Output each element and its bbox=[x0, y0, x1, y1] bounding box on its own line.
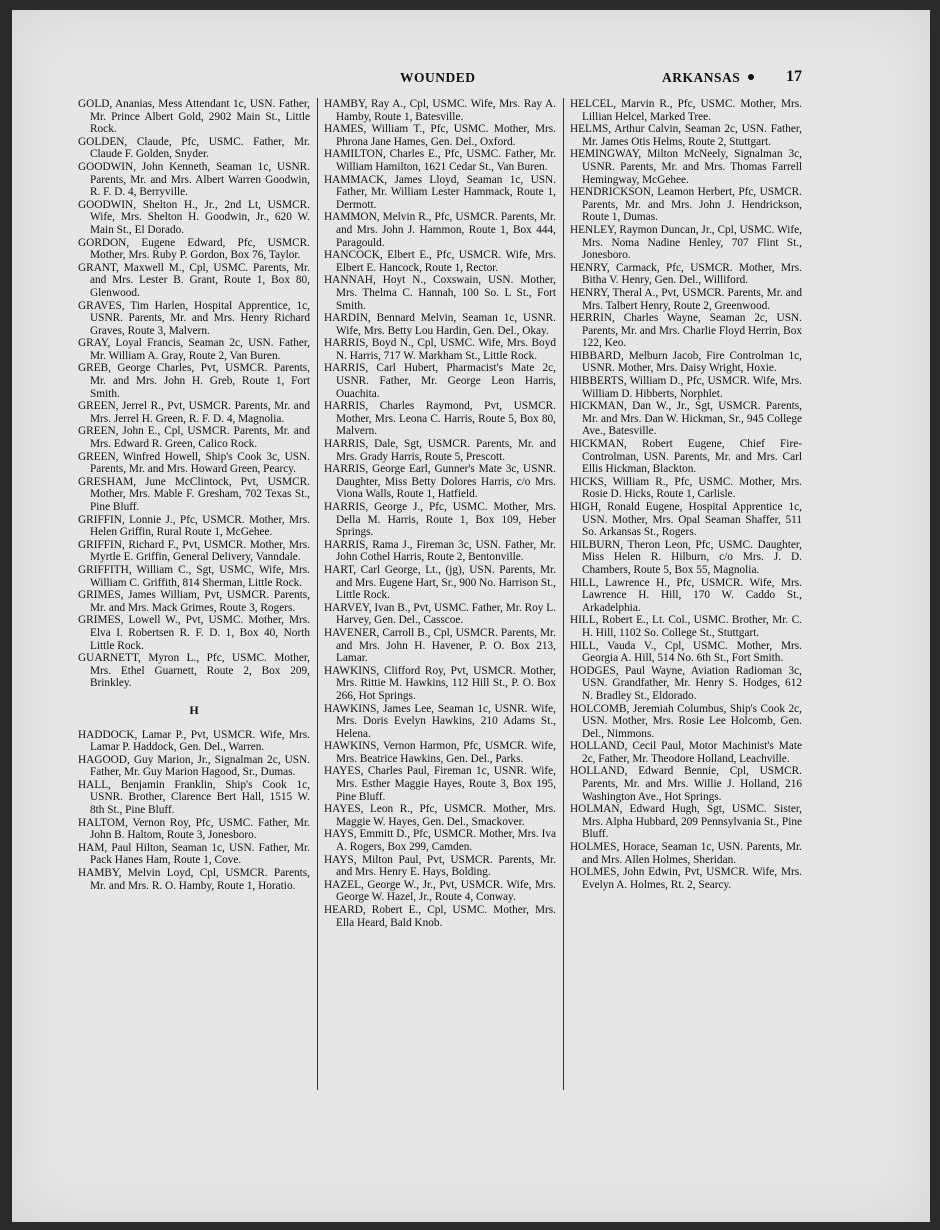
column-2-entries bbox=[324, 98, 556, 929]
casualty-entry: GRAVES, Tim Harlen, Hospital Apprentice, 1c, USNR. Parents, Mr. and Mrs. Henry Richard Graves, Route 3, Malvern. bbox=[78, 299, 310, 337]
casualty-entry: GRIFFIN, Lonnie J., Pfc, USMCR. Mother, Mrs. Helen Griffin, Rural Route 1, McGehee. bbox=[78, 513, 310, 539]
casualty-entry: HANCOCK, Elbert E., Pfc, USMCR. Wife, Mrs. Elbert E. Hancock, Route 1, Rector. bbox=[324, 249, 556, 274]
casualty-entry: HELCEL, Marvin R., Pfc, USMC. Mother, Mrs. Lillian Helcel, Marked Tree. bbox=[570, 98, 802, 123]
casualty-entry: HARRIS, Charles Raymond, Pvt, USMCR. Mother, Mrs. Leona C. Harris, Route 5, Box 80, Malvern. bbox=[324, 400, 556, 438]
casualty-entry: HIGH, Ronald Eugene, Hospital Apprentice 1c, USN. Mother, Mrs. Opal Seaman Shaffer, 511 So. Arkansas St., Rogers. bbox=[570, 501, 802, 539]
column-divider-1 bbox=[317, 98, 318, 1090]
section-letter-heading: H bbox=[189, 702, 199, 717]
section-title: WOUNDED bbox=[400, 70, 476, 85]
casualty-entry: HAZEL, George W., Jr., Pvt, USMCR. Wife, Mrs. George W. Hazel, Jr., Route 4, Conway. bbox=[324, 878, 556, 904]
casualty-entry: HAYS, Emmitt D., Pfc, USMCR. Mother, Mrs. Iva A. Rogers, Box 299, Camden. bbox=[324, 828, 556, 854]
casualty-entry: HART, Carl George, Lt., (jg), USN. Parents, Mr. and Mrs. Eugene Hart, Sr., 900 No. Harrison St., Little Rock. bbox=[324, 563, 556, 602]
casualty-entry: HENRY, Theral A., Pvt, USMCR. Parents, Mr. and Mrs. Talbert Henry, Route 2, Greenwood. bbox=[570, 286, 802, 312]
casualty-entry: HADDOCK, Lamar P., Pvt, USMCR. Wife, Mrs. Lamar P. Haddock, Gen. Del., Warren. bbox=[78, 728, 310, 754]
casualty-entry: HAMILTON, Charles E., Pfc, USMC. Father, Mr. William Hamilton, 1621 Cedar St., Van Buren. bbox=[324, 148, 556, 173]
casualty-entry: HENDRICKSON, Leamon Herbert, Pfc, USMCR. Parents, Mr. and Mrs. John J. Hendrickson, Route 1, Dumas. bbox=[570, 186, 802, 224]
casualty-entry: GRIMES, James William, Pvt, USMCR. Parents, Mr. and Mrs. Mack Grimes, Route 3, Rogers. bbox=[78, 589, 310, 614]
casualty-entry: HAMBY, Melvin Loyd, Cpl, USMCR. Parents, Mr. and Mrs. R. O. Hamby, Route 1, Horatio. bbox=[78, 867, 310, 892]
casualty-entry: HARRIS, George Earl, Gunner's Mate 3c, USNR. Daughter, Miss Betty Dolores Harris, c/o Mrs. Viona Walls, Route 1, Hatfield. bbox=[324, 463, 556, 501]
casualty-entry: HAYS, Milton Paul, Pvt, USMCR. Parents, Mr. and Mrs. Henry E. Hays, Bolding. bbox=[324, 853, 556, 879]
column-2 bbox=[324, 98, 556, 929]
casualty-entry: HICKMAN, Dan W., Jr., Sgt, USMCR. Parents, Mr. and Mrs. Dan W. Hickman, Sr., 945 College Ave., Batesville. bbox=[570, 400, 802, 438]
casualty-entry: GOODWIN, Shelton H., Jr., 2nd Lt, USMCR. Wife, Mrs. Shelton H. Goodwin, Jr., 620 W. Main St., El Dorado. bbox=[78, 198, 310, 236]
casualty-entry: HARRIS, Dale, Sgt, USMCR. Parents, Mr. and Mrs. Grady Harris, Route 5, Prescott. bbox=[324, 438, 556, 463]
casualty-entry: HERRIN, Charles Wayne, Seaman 2c, USN. Parents, Mr. and Mrs. Charlie Floyd Herrin, Box 122, Keo. bbox=[570, 312, 802, 350]
casualty-entry: GOLDEN, Claude, Pfc, USMC. Father, Mr. Claude F. Golden, Snyder. bbox=[78, 135, 310, 161]
casualty-entry: HOLLAND, Edward Bennie, Cpl, USMCR. Parents, Mr. and Mrs. Willie J. Holland, 216 Washington Ave., Hot Springs. bbox=[570, 765, 802, 803]
casualty-entry: HILL, Lawrence H., Pfc, USMCR. Wife, Mrs. Lawrence H. Hill, 170 W. Caddo St., Arkadelphia. bbox=[570, 576, 802, 614]
casualty-entry: HOLMAN, Edward Hugh, Sgt, USMC. Sister, Mrs. Alpha Hubbard, 209 Pennsylvania St., Pine Bluff. bbox=[570, 803, 802, 841]
casualty-entry: HARRIS, Boyd N., Cpl, USMC. Wife, Mrs. Boyd N. Harris, 717 W. Markham St., Little Rock. bbox=[324, 337, 556, 362]
casualty-entry: HELMS, Arthur Calvin, Seaman 2c, USN. Father, Mr. James Otis Helms, Route 2, Stuttgart. bbox=[570, 123, 802, 148]
casualty-entry: HANNAH, Hoyt N., Coxswain, USN. Mother, Mrs. Thelma C. Hannah, 100 So. L St., Fort Smith. bbox=[324, 274, 556, 312]
casualty-entry: HARVEY, Ivan B., Pvt, USMC. Father, Mr. Roy L. Harvey, Gen. Del., Casscoe. bbox=[324, 601, 556, 627]
casualty-entry: HAMES, William T., Pfc, USMC. Mother, Mrs. Phrona Jane Hames, Gen. Del., Oxford. bbox=[324, 123, 556, 148]
casualty-entry: GRESHAM, June McClintock, Pvt, USMCR. Mother, Mrs. Mable F. Gresham, 702 Texas St., Pine Bluff. bbox=[78, 475, 310, 513]
casualty-entry: HILL, Robert E., Lt. Col., USMC. Brother, Mr. C. H. Hill, 1102 So. College St., Stuttgart. bbox=[570, 614, 802, 639]
page-header bbox=[12, 70, 930, 90]
casualty-entry: GOODWIN, John Kenneth, Seaman 1c, USNR. Parents, Mr. and Mrs. Albert Warren Goodwin, R. F. D. 4, Berryville. bbox=[78, 160, 310, 199]
casualty-entry: HAWKINS, Vernon Harmon, Pfc, USMCR. Wife, Mrs. Beatrice Hawkins, Gen. Del., Parks. bbox=[324, 740, 556, 765]
casualty-entry: HICKS, William R., Pfc, USMC. Mother, Mrs. Rosie D. Hicks, Route 1, Carlisle. bbox=[570, 475, 802, 501]
page-number: 17 bbox=[786, 68, 802, 85]
casualty-entry: HAMMON, Melvin R., Pfc, USMCR. Parents, Mr. and Mrs. John J. Hammon, Route 1, Box 444, Paragould. bbox=[324, 211, 556, 249]
casualty-entry: HENRY, Carmack, Pfc, USMCR. Mother, Mrs. Bitha V. Henry, Gen. Del., Williford. bbox=[570, 261, 802, 287]
casualty-entry: HOLLAND, Cecil Paul, Motor Machinist's Mate 2c, Father, Mr. Theodore Holland, Leachville. bbox=[570, 740, 802, 765]
casualty-entry: HALL, Benjamin Franklin, Ship's Cook 1c, USNR. Brother, Clarence Bert Hall, 1515 W. 8th St., Pine Bluff. bbox=[78, 778, 310, 817]
column-3-entries bbox=[570, 98, 802, 891]
casualty-entry: HEMINGWAY, Milton McNeely, Signalman 3c, USNR. Parents, Mr. and Mrs. Thomas Farrell Hemingway, McGehee. bbox=[570, 148, 802, 186]
state-name: ARKANSAS bbox=[662, 70, 741, 85]
casualty-entry: HARRIS, George J., Pfc, USMC. Mother, Mrs. Della M. Harris, Route 1, Box 109, Heber Springs. bbox=[324, 501, 556, 539]
casualty-entry: HIBBARD, Melburn Jacob, Fire Controlman 1c, USNR. Mother, Mrs. Daisy Wright, Hoxie. bbox=[570, 349, 802, 375]
casualty-entry: HENLEY, Raymon Duncan, Jr., Cpl, USMC. Wife, Mrs. Noma Nadine Henley, 707 Flint St., Jonesboro. bbox=[570, 223, 802, 262]
casualty-entry: GUARNETT, Myron L., Pfc, USMC. Mother, Mrs. Ethel Guarnett, Route 2, Box 209, Brinkley. bbox=[78, 652, 310, 690]
casualty-entry: HARDIN, Bennard Melvin, Seaman 1c, USNR. Wife, Mrs. Betty Lou Hardin, Gen. Del., Okay. bbox=[324, 312, 556, 337]
casualty-entry: HICKMAN, Robert Eugene, Chief Fire-Controlman, USN. Parents, Mr. and Mrs. Carl Ellis Hickman, Blackton. bbox=[570, 438, 802, 476]
casualty-entry: GOLD, Ananias, Mess Attendant 1c, USN. Father, Mr. Prince Albert Gold, 2902 Main St., Little Rock. bbox=[78, 98, 310, 136]
casualty-entry: HOLMES, Horace, Seaman 1c, USN. Parents, Mr. and Mrs. Allen Holmes, Sheridan. bbox=[570, 841, 802, 866]
column-1 bbox=[78, 98, 310, 892]
casualty-entry: GREEN, Jerrel R., Pvt, USMCR. Parents, Mr. and Mrs. Jerrel H. Green, R. F. D. 4, Magnolia. bbox=[78, 400, 310, 425]
casualty-entry: HAYES, Leon R., Pfc, USMCR. Mother, Mrs. Maggie W. Hayes, Gen. Del., Smackover. bbox=[324, 803, 556, 828]
casualty-entry: HAWKINS, Clifford Roy, Pvt, USMCR. Mother, Mrs. Rittie M. Hawkins, 112 Hill St., P. O. Box 266, Hot Springs. bbox=[324, 664, 556, 702]
casualty-entry: HAVENER, Carroll B., Cpl, USMCR. Parents, Mr. and Mrs. John H. Havener, P. O. Box 213, Lamar. bbox=[324, 626, 556, 665]
casualty-entry: GREEN, Winfred Howell, Ship's Cook 3c, USN. Parents, Mr. and Mrs. Howard Green, Pearcy. bbox=[78, 450, 310, 476]
casualty-entry: HARRIS, Carl Hubert, Pharmacist's Mate 2c, USNR. Father, Mr. George Leon Harris, Ouachita. bbox=[324, 362, 556, 400]
column-divider-2 bbox=[563, 98, 564, 1090]
casualty-entry: GRANT, Maxwell M., Cpl, USMC. Parents, Mr. and Mrs. Lester B. Grant, Route 1, Box 80, Glenwood. bbox=[78, 261, 310, 299]
casualty-entry: HOLMES, John Edwin, Pvt, USMCR. Wife, Mrs. Evelyn A. Holmes, Rt. 2, Searcy. bbox=[570, 866, 802, 891]
casualty-entry: GRAY, Loyal Francis, Seaman 2c, USN. Father, Mr. William A. Gray, Route 2, Van Buren. bbox=[78, 337, 310, 362]
casualty-entry: HEARD, Robert E., Cpl, USMC. Mother, Mrs. Ella Heard, Bald Knob. bbox=[324, 904, 556, 929]
casualty-entry: HAMBY, Ray A., Cpl, USMC. Wife, Mrs. Ray A. Hamby, Route 1, Batesville. bbox=[324, 98, 556, 123]
casualty-entry: GRIFFIN, Richard F., Pvt, USMCR. Mother, Mrs. Myrtle E. Griffin, General Delivery, Vanndale. bbox=[78, 538, 310, 564]
casualty-entry: HILBURN, Theron Leon, Pfc, USMC. Daughter, Miss Helen R. Hilburn, c/o Mrs. J. D. Chambers, Route 5, Box 55, Magnolia. bbox=[570, 538, 802, 576]
casualty-entry: GORDON, Eugene Edward, Pfc, USMCR. Mother, Mrs. Ruby P. Gordon, Box 76, Taylor. bbox=[78, 236, 310, 262]
bullet-dot-icon bbox=[748, 74, 754, 80]
column-1-bottom-entries bbox=[78, 729, 310, 893]
casualty-entry: HALTOM, Vernon Roy, Pfc, USMC. Father, Mr. John B. Haltom, Route 3, Jonesboro. bbox=[78, 816, 310, 842]
casualty-entry: HIBBERTS, William D., Pfc, USMCR. Wife, Mrs. William D. Hibberts, Norphlet. bbox=[570, 375, 802, 400]
casualty-entry: HOLCOMB, Jeremiah Columbus, Ship's Cook 2c, USN. Mother, Mrs. Rosie Lee Holcomb, Gen. Del., Nimmons. bbox=[570, 702, 802, 740]
casualty-entry: HODGES, Paul Wayne, Aviation Radioman 3c, USN. Grandfather, Mr. Henry S. Hodges, 612 N. Bradley St., Eldorado. bbox=[570, 664, 802, 702]
state-title bbox=[662, 70, 762, 86]
casualty-entry: GRIFFITH, William C., Sgt, USMC, Wife, Mrs. William C. Griffith, 814 Sherman, Little Rock. bbox=[78, 563, 310, 589]
casualty-entry: HAMMACK, James Lloyd, Seaman 1c, USN. Father, Mr. William Lester Hammack, Route 1, Dermott. bbox=[324, 173, 556, 211]
casualty-entry: HILL, Vauda V., Cpl, USMC. Mother, Mrs. Georgia A. Hill, 514 No. 6th St., Fort Smith. bbox=[570, 639, 802, 665]
casualty-entry: HAWKINS, James Lee, Seaman 1c, USNR. Wife, Mrs. Doris Evelyn Hawkins, 210 Adams St., Helena. bbox=[324, 702, 556, 740]
column-3 bbox=[570, 98, 802, 891]
casualty-entry: GRIMES, Lowell W., Pvt, USMC. Mother, Mrs. Elva I. Robertsen R. F. D. 1, Box 40, North Little Rock. bbox=[78, 614, 310, 652]
casualty-entry: GREEN, John E., Cpl, USMCR. Parents, Mr. and Mrs. Edward R. Green, Calico Rock. bbox=[78, 425, 310, 451]
casualty-entry: HAM, Paul Hilton, Seaman 1c, USN. Father, Mr. Pack Hanes Ham, Route 1, Cove. bbox=[78, 841, 310, 867]
casualty-entry: GREB, George Charles, Pvt, USMCR. Parents, Mr. and Mrs. John H. Greb, Route 1, Fort Smith. bbox=[78, 362, 310, 400]
document-page bbox=[12, 10, 930, 1222]
casualty-entry: HARRIS, Rama J., Fireman 3c, USN. Father, Mr. John Cothel Harris, Route 2, Bentonville. bbox=[324, 538, 556, 564]
casualty-entry: HAGOOD, Guy Marion, Jr., Signalman 2c, USN. Father, Mr. Guy Marion Hagood, Sr., Dumas. bbox=[78, 753, 310, 779]
column-1-top-entries bbox=[78, 98, 310, 690]
casualty-entry: HAYES, Charles Paul, Fireman 1c, USNR. Wife, Mrs. Esther Maggie Hayes, Route 3, Box 195, Pine Bluff. bbox=[324, 765, 556, 803]
